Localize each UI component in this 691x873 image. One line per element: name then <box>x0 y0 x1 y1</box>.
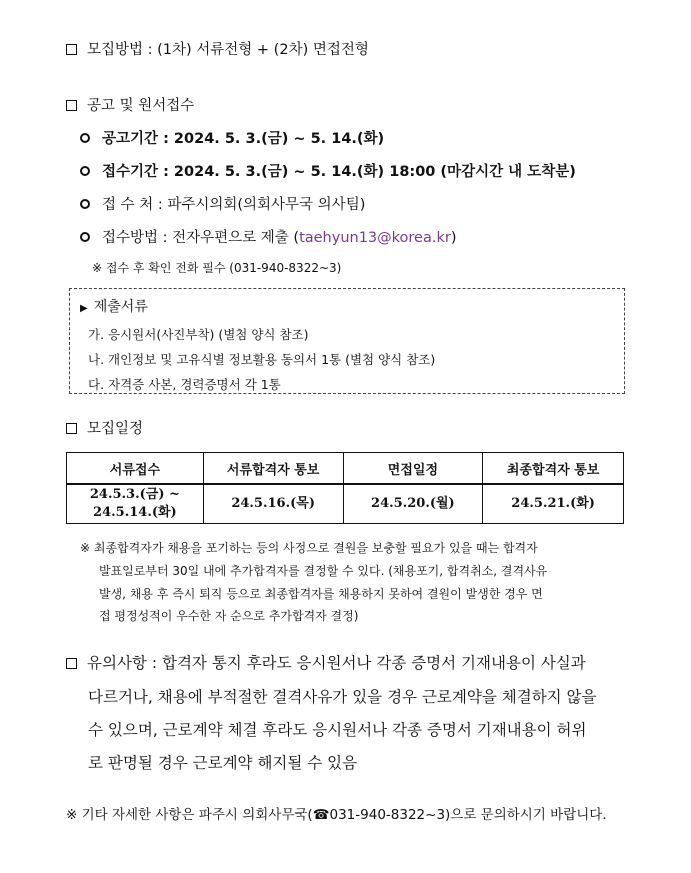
receipt-period: 접수기간 : 2024. 5. 3.(금) ~ 5. 14.(화) 18:00 (마감시간 내 도착분) <box>102 164 576 180</box>
receipt-method-line <box>80 226 457 247</box>
schedule-note-line: 발표일로부터 30일 내에 추가합격자를 결정할 수 있다. (채용포기, 합격취소, 결격사유 <box>99 564 548 578</box>
table-cell-line: 24.5.14.(화) <box>93 505 177 520</box>
notice-period-line <box>80 127 384 148</box>
document-item: 다. 자격증 사본, 경력증명서 각 1통 <box>88 377 281 392</box>
caution-line: 수 있으며, 근로계약 체결 후라도 응시원서나 각종 증명서 기재내용이 허위 <box>88 721 587 739</box>
table-cell <box>67 484 204 524</box>
table-cell: 24.5.21.(화) <box>483 484 624 524</box>
table-cell-line: 24.5.3.(금) ~ <box>89 487 180 502</box>
circle-bullet-icon <box>80 199 90 209</box>
caution-line: 다르거나, 채용에 부적절한 결격사유가 있을 경우 근로계약을 체결하지 않을 <box>88 688 597 706</box>
document-item: 가. 응시원서(사진부착) (별첨 양식 참조) <box>88 327 309 342</box>
caution-text: 유의사항 : 합격자 통지 후라도 응시원서나 각종 증명서 기재내용이 사실과 <box>87 654 586 672</box>
receipt-place-line <box>80 193 365 214</box>
notice-heading-line <box>66 94 194 115</box>
caution-line: 로 판명될 경우 근로계약 해지될 수 있음 <box>88 754 358 772</box>
documents-title-line <box>80 296 148 316</box>
checkbox-square-icon <box>66 658 77 669</box>
footer-note: ※ 기타 자세한 사항은 파주시 의회사무국(☎031-940-8322~3)으로 문의하시기 바랍니다. <box>66 807 607 823</box>
caution-line <box>66 651 586 673</box>
circle-bullet-icon <box>80 166 90 176</box>
recruit-method-text: 모집방법 : (1차) 서류전형 + (2차) 면접전형 <box>87 42 369 58</box>
documents-box <box>69 288 625 394</box>
receipt-method-suffix: ) <box>450 230 457 246</box>
recruit-method-line <box>66 38 369 59</box>
table-cell: 24.5.20.(월) <box>343 484 483 524</box>
document-item: 나. 개인정보 및 고유식별 정보활용 동의서 1통 (별첨 양식 참조) <box>88 352 436 367</box>
triangle-bullet-icon: ▶ <box>80 303 88 314</box>
phone-note: ※ 접수 후 확인 전화 필수 (031-940-8322~3) <box>92 261 342 275</box>
receipt-place: 접 수 처 : 파주시의회(의회사무국 의사팀) <box>102 197 366 213</box>
notice-period: 공고기간 : 2024. 5. 3.(금) ~ 5. 14.(화) <box>102 131 385 147</box>
checkbox-square-icon <box>66 100 77 111</box>
table-header-cell: 서류합격자 통보 <box>203 453 343 485</box>
table-cell: 24.5.16.(목) <box>203 484 343 524</box>
schedule-note-line: 접 평정성적이 우수한 자 순으로 추가합격자 결정) <box>99 609 359 623</box>
circle-bullet-icon <box>80 232 90 242</box>
table-header-cell: 최종합격자 통보 <box>483 453 624 485</box>
checkbox-square-icon <box>66 44 77 55</box>
schedule-table <box>66 452 624 524</box>
table-header-row <box>67 453 624 485</box>
email-link[interactable]: taehyun13@korea.kr <box>299 230 451 246</box>
table-row <box>67 484 624 524</box>
schedule-note-line: 발생, 채용 후 즉시 퇴직 등으로 최종합격자를 채용하지 못하여 결원이 발생한 경우 면 <box>99 587 543 601</box>
table-header-cell: 서류접수 <box>67 453 204 485</box>
schedule-heading: 모집일정 <box>87 421 144 437</box>
receipt-method-prefix: 접수방법 : 전자우편으로 제출 ( <box>102 230 300 246</box>
documents-title: 제출서류 <box>93 299 148 315</box>
circle-bullet-icon <box>80 133 90 143</box>
table-header-cell: 면접일정 <box>343 453 483 485</box>
checkbox-square-icon <box>66 423 77 434</box>
schedule-note-line: ※ 최종합격자가 채용을 포기하는 등의 사정으로 결원을 보충할 필요가 있을 때는 합격자 <box>80 541 538 555</box>
schedule-heading-line <box>66 417 143 438</box>
notice-heading: 공고 및 원서접수 <box>87 98 195 114</box>
receipt-period-line <box>80 160 576 181</box>
